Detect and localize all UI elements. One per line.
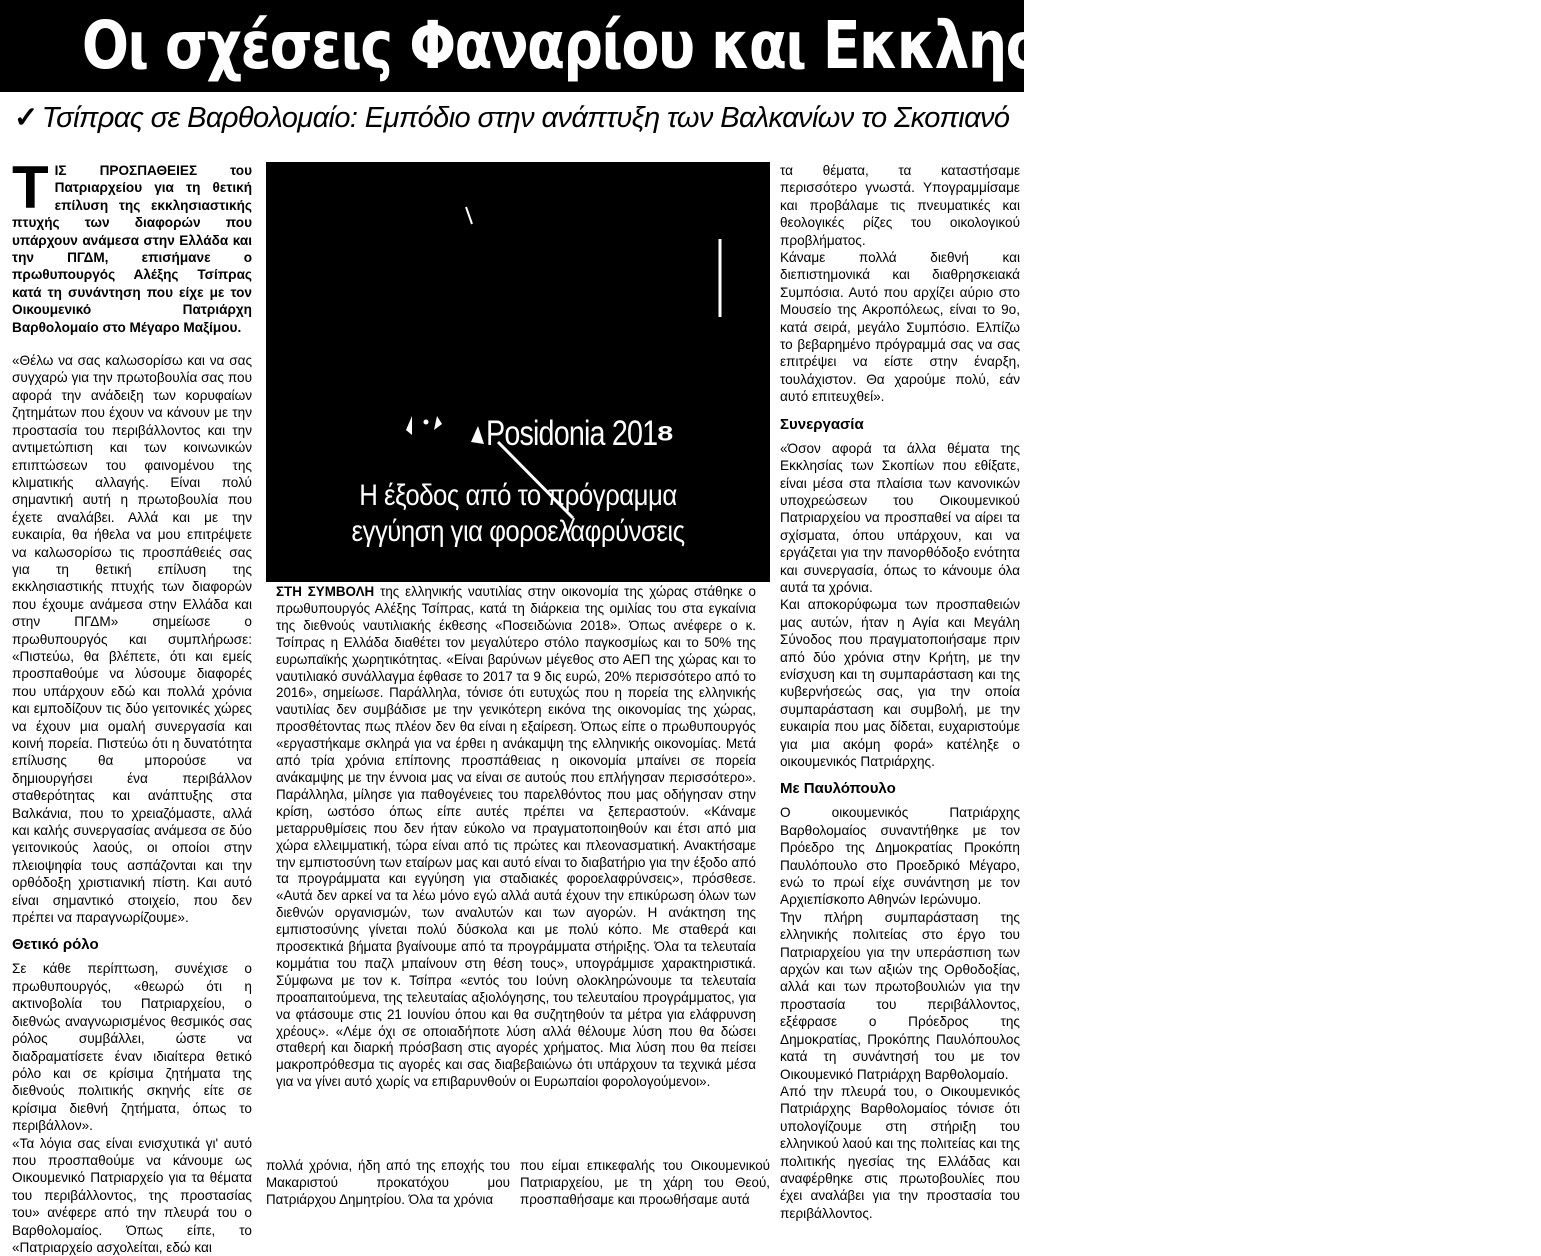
subheading-pavlopoulos: Με Παυλόπουλο — [780, 780, 896, 798]
body-paragraph: τα θέματα, τα καταστήσαμε περισσότερο γνωστά. Υπογραμμίσαμε και προβάλαμε τις πνευματικές και θεολογικές ρίζες του οικολογικού προβλήματος. — [780, 163, 1020, 248]
body-paragraph: Ο οικουμενικός Πατριάρχης Βαρθολομαίος συναντήθηκε με τον Πρόεδρο της Δημοκρατίας Προκόπη Παυλόπουλο στο Προεδρικό Μέγαρο, ενώ το πρωί είχε συνάντηση με τον Αρχιεπίσκοπο Αθηνών Ιερώνυμο. — [780, 805, 1020, 908]
body-paragraph: Από την πλευρά του, ο Οικουμενικός Πατριάρχης Βαρθολομαίος τόνισε ότι υπολογίζουμε στη στήριξη του ελληνικού λαού και της πολιτείας και της πολιτικής ηγεσίας της Ελλάδας και αναφέρθηκε στις πρωτοβουλίες που έχει αναλάβει για την προστασία του περιβάλλοντος. — [780, 1083, 1020, 1221]
quote-paragraph: «Θέλω να σας καλωσορίσω και να σας συγχαρώ για την πρωτοβουλία σας που αφορά την ανάδειξη των κορυφαίων ζητημάτων που έχουν να κάνουν με την προστασία του περιβάλλοντος και την αντιμετώπιση και των κοινωνικών επιπτώσεων του φαινομένου της κλιματικής αλλαγής. Είναι πολύ σημαντική αυτή η πρωτοβουλία που έχετε αναλάβει. Αλλά και με την ευκαιρία, θα ήθελα να μου επιτρέψετε να καλωσορίσω τις προσπάθειές σας για τη θετική επίλυση της εκκλησιαστικής πτυχής των διαφορών που έχουμε ανάμεσα στην Ελλάδα και στην ΠΓΔΜ» σημείωσε ο πρωθυπουργός και συμπλήρωσε: «Πιστεύω, θα βλέπετε, ότι και εμείς προσπαθούμε να λύσουμε διαφορές που υπάρχουν εδώ και πολλά χρόνια και εμποδίζουν τις δύο γειτονικές χώρες να έχουν μια ομαλή συνεργασία και κοινή πορεία. Πιστεύω ότι η δυνατότητα επίλυσης θα μπορούσε να δημιουργήσει ένα περιβάλλον σταθερότητας και ανάπτυξης στα Βαλκάνια, που το χρειαζόμαστε, αλλά και καλής συνεργασίας ανάμεσα σε δύο γειτονικούς λαούς, οι οποίοι στην πλειοψηφία τους ασπάζονται και την ορθόδοξη χριστιανική πίστη. Και αυτό είναι σημαντικό στοιχείο, που δεν πρέπει να παραγνωρίζουμε». — [12, 353, 252, 926]
headline: Οι σχέσεις Φαναρίου και Εκκλησίας των Σκοπίων — [81, 7, 1541, 84]
lead-paragraph — [12, 154, 252, 336]
inset-subtitle: Η έξοδος από το πρόγραμμα εγγύηση για φοροελαφρύνσεις — [351, 479, 685, 548]
continuation-text-a: πολλά χρόνια, ήδη από της εποχής του Μακαριστού προκατόχου μου Πατριάρχου Δημητρίου. Όλα τα χρόνια — [266, 1158, 510, 1207]
article-column-middle — [276, 584, 756, 1144]
subheading-cooperation: Συνεργασία — [780, 415, 864, 433]
subtitle-text: Τσίπρας σε Βαρθολομαίο: Εμπόδιο στην ανάπτυξη των Βαλκανίων το Σκοπιανό — [41, 102, 1010, 134]
drop-cap: Τ — [12, 154, 49, 221]
lead-text: ΙΣ ΠΡΟΣΠΑΘΕΙΕΣ του Πατριαρχείου για τη θετική επίλυση της εκκλησιαστικής πτυχής των διαφορών που υπάρχουν ανάμεσα στην Ελλάδα και την ΠΓΔΜ, επισήμανε ο πρωθυπουργός Αλέξης Τσίπρας κατά τη συνάντηση που είχε με τον Οικουμενικό Πατριάρχη Βαρθολομαίο στο Μέγαρο Μαξίμου. — [12, 163, 252, 335]
subtitle — [14, 98, 1020, 138]
body-paragraph: Την πλήρη συμπαράσταση της ελληνικής πολιτείας στο έργο του Πατριαρχείου για την υπεράσπιση των αρχών και των αξιών της Ορθοδοξίας, αλλά και των πρωτοβουλιών για την προστασία του περιβάλλοντος, εξέφρασε ο Πρόεδρος της Δημοκρατίας, Προκόπης Παυλόπουλος κατά τη συνάντησή του με τον Οικουμενικό Πατριάρχη Βαρθολομαίο. — [780, 909, 1020, 1082]
body-paragraph: ΣΤΗ ΣΥΜΒΟΛΗ της ελληνικής ναυτιλίας στην οικονομία της χώρας στάθηκε ο πρωθυπουργός Αλέξης Τσίπρας, κατά τη διάρκεια της ομιλίας του στα εγκαίνια της διεθνούς ναυτιλιακής έκθεσης «Ποσειδώνια 2018». Όπως ανέφερε ο κ. Τσίπρας η Ελλάδα διαθέτει τον μεγαλύτερο στόλο παγκοσμίως και το 50% της ευρωπαϊκής χωρητικότητας. «Είναι βαρύνων μέγεθος στο ΑΕΠ της χώρας και το ναυτιλιακό συνάλλαγμα έφθασε το 2017 τα 9 δις ευρώ, 20% περισσότερο από το 2016», σημείωσε. Παράλληλα, τόνισε ότι ευτυχώς που η πορεία της ελληνικής ναυτιλίας δεν συμβάδισε με την γενικότερη εικόνα της οικονομίας της χώρας, προσθέτοντας πως πλέον δεν θα είναι η εξαίρεση. Όπως είπε ο πρωθυπουργός «εργαστήκαμε σκληρά για να έρθει η ανάκαμψη της ελληνικής οικονομίας. Μετά από τρία χρόνια επίπονης προσπάθειας η οικονομία μπαίνει σε πορεία ανάκαμψης με την έννοια μας να είναι σε αυτούς που επλήγησαν περισσότερο». Παράλληλα, μίλησε για παθογένειες του παρελθόντος που μας οδήγησαν στην κρίση, ωστόσο όπως είπε αυτές πρέπει να ξεπεραστούν. «Κάναμε μεταρρυθμίσεις που δεν ήταν εύκολο να πραγματοποιηθούν και έτσι από μια χώρα ελλειμματική, τώρα είναι από τις πρώτες και πλεονασματική. Ανακτήσαμε την εμπιστοσύνη των εταίρων μας και αυτό είναι το διαβατήριο για την έξοδο από τα προγράμματα και εγγύηση για σταδιακές φοροελαφρύνσεις», πρόσθεσε. «Αυτά δεν αρκεί να τα λέω μόνο εγώ αλλά αυτά έχουν την επικύρωση όλων των διεθνών οργανισμών, των αναλυτών και των αγορών. Η ανάκτηση της εμπιστοσύνης γίνεται πολύ δύσκολα και με πολύ κόπο. Με σταθερά και προσεκτικά βήματα βγαίνουμε από τα προγράμματα στήριξης. Όλα τα τελευταία κομμάτια του παζλ μπαίνουν στη θέση τους», υπογράμμισε χαρακτηριστικά. Σύμφωνα με τον κ. Τσίπρα «εντός του Ιούνη ολοκληρώνουμε τα τελευταία προαπαιτούμενα, της τελευταίας αξιολόγησης, του τελευταίου προγράμματος, για να φτάσουμε στις 21 Ιουνίου όπου και θα συζητηθούν τα μέτρα για ελάφρυνση χρέους». «Λέμε όχι σε οποιαδήποτε λύση αλλά θέλουμε λύση που θα δώσει σταθερή και διαρκή πρόσβαση στις αγορές χρήματος. Μια λύση που θα πείσει μακροπρόθεσμα τις αγορές και σας διαβεβαιώνω ότι υπάρχουν τα τεχνικά μέσα για να γίνει αυτό χωρίς να επιβαρυνθούν οι Ευρωπαίοι φορολογούμενοι». — [276, 584, 756, 1090]
body-paragraph: «Τα λόγια σας είναι ενισχυτικά γι' αυτό που προσπαθούμε να κάνουμε ως Οικουμενικό Πατριαρχείο για τα θέματα του περιβάλλοντος, της προστασίας του» ανέφερε από την πλευρά του ο Βαρθολομαίος. Όπως είπε, το «Πατριαρχείο ασχολείται, εδώ και — [12, 1135, 252, 1255]
inset-title: Posidonia 2018 — [486, 414, 673, 453]
body-paragraph: «Όσον αφορά τα άλλα θέματα της Εκκλησίας των Σκοπίων που εθίξατε, είναι μέσα στα πλαίσια των κανονικών υποχρεώσεων του Οικουμενικού Πατριαρχείου να προσπαθεί να αίρει τα σχίσματα, όπου υπάρχουν, και να εργάζεται για την πανορθόδοξο ενότητα και συνεργασία, όπως το κάνουμε όλα αυτά τα χρόνια. — [780, 440, 1020, 595]
body-paragraph: Και αποκορύφωμα των προσπαθειών μας αυτών, ήταν η Αγία και Μεγάλη Σύνοδος που πραγματοποιήσαμε πριν από δύο χρόνια στην Κρήτη, με την ενίσχυση και τη συμπαράσταση και της κυβερνήσεώς σας, για την οποία συμπαράσταση και συμβολή, με την ευκαιρία που μας δίδεται, ευχαριστούμε για μια ακόμη φορά» κατέληξε ο οικουμενικός Πατριάρχης. — [780, 597, 1020, 769]
body-paragraph: Σε κάθε περίπτωση, συνέχισε ο πρωθυπουργός, «θεωρώ ότι η ακτινοβολία του Πατριαρχείου, ο διεθνώς αναγνωρισμένος θεσμικός σας ρόλος συμβάλλει, ώστε να διαδραματίσετε έναν ιδιαίτερα θετικό ρόλο και σε κρίσιμα ζητήματα της διεθνούς πολιτικής σκηνής είτε σε κρίσιμα διεθνή ζητήματα, όπως το περιβάλλον». — [12, 961, 252, 1134]
article-column-left — [12, 154, 252, 1255]
masthead — [0, 0, 1541, 92]
subheading-positive-role: Θετικό ρόλο — [12, 936, 99, 954]
continuation-text-b: που είμαι επικεφαλής του Οικουμενικού Πατριαρχείου, με τη χάρη του Θεού, προσπαθήσαμε και προωθήσαμε αυτά — [520, 1158, 770, 1207]
article-column-right — [780, 162, 1020, 1221]
check-icon: ✓ — [14, 102, 38, 134]
body-paragraph: Κάναμε πολλά διεθνή και διεπιστημονικά και διαθρησκειακά Συμπόσια. Αυτό που αρχίζει αύριο στο Μουσείο της Ακροπόλεως, είναι το 9ο, κατά σειρά, μεγάλο Συμπόσιο. Ελπίζω το βεβαρημένο πρόγραμμά σας να σας επιτρέψει να είστε στην έναρξη, τουλάχιστον. Θα χαρούμε πολύ, εάν αυτό επιτευχθεί». — [780, 250, 1020, 405]
